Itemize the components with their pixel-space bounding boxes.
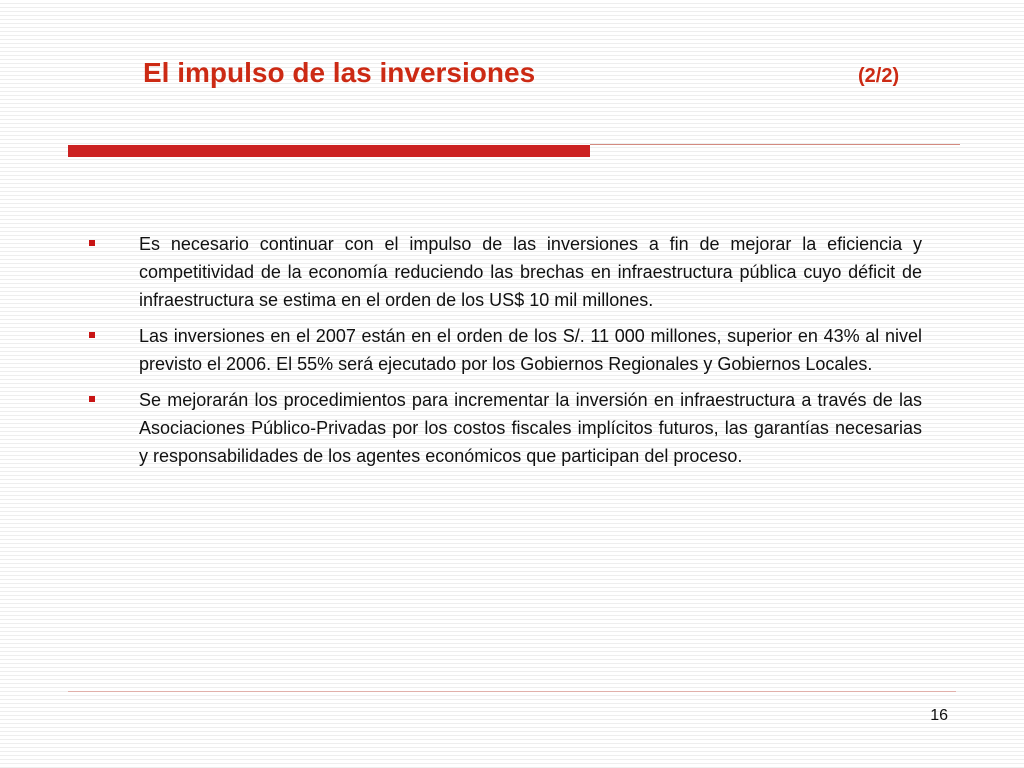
slide-title: El impulso de las inversiones (143, 57, 536, 88)
bullet-text: Las inversiones en el 2007 están en el orden de los S/. 11 000 millones, superior en 43% al nivel previsto el 2006. El 55% será ejecutado por los Gobiernos Regionales y Gobiernos Locales. (139, 326, 922, 374)
bullet-item-1 (86, 230, 922, 314)
footer-divider (68, 691, 956, 692)
bullet-text: Se mejorarán los procedimientos para incrementar la inversión en infraestructura a través de las Asociaciones Público-Privadas por los costos fiscales implícitos futuros, las garantías necesarias y responsabilidades de los agentes económicos que participan del proceso. (139, 390, 922, 466)
title-underline-thick (68, 145, 590, 157)
bullet-item-2 (86, 322, 922, 378)
title-underline-thin (590, 144, 960, 145)
square-bullet-icon (89, 332, 95, 338)
page-number: 16 (930, 707, 948, 724)
square-bullet-icon (89, 396, 95, 402)
slide-pagination: (2/2) (858, 65, 900, 87)
bullet-list (86, 230, 922, 478)
bullet-item-3 (86, 386, 922, 470)
bullet-text: Es necesario continuar con el impulso de las inversiones a fin de mejorar la eficiencia y competitividad de la economía reduciendo las brechas en infraestructura pública cuyo déficit de infraestructura se estima en el orden de los US$ 10 mil millones. (139, 234, 922, 310)
square-bullet-icon (89, 240, 95, 246)
